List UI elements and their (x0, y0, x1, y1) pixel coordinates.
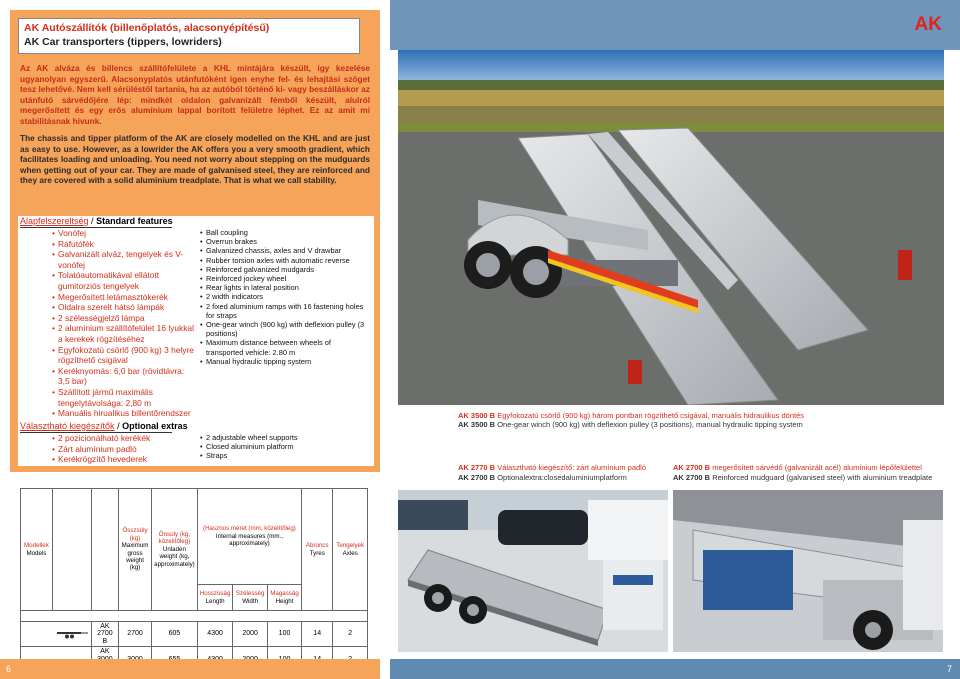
col-length: Hosszúság Length (197, 585, 233, 611)
col-model-name (91, 489, 118, 611)
specifications-table (20, 488, 368, 672)
table-spacer (21, 611, 368, 622)
mudguard-photo (673, 490, 943, 652)
page-number-left: 6 (6, 664, 12, 674)
list-item: • 2 szélességjelző lámpa (52, 313, 197, 324)
title-box (18, 18, 360, 54)
list-item: • 2 alumínium szállítófelület 16 lyukkal a kerekek rögzítéséhez (52, 323, 197, 344)
col-height: Magasság Height (267, 585, 301, 611)
list-item: • 2 pozicionálható kerékék (52, 433, 197, 444)
closed-platform-photo (398, 490, 668, 652)
cell-gross: 2700 (118, 622, 151, 647)
list-item: • 2 adjustable wheel supports (200, 433, 370, 442)
right-photo-caption-en: AK 2700 B Reinforced mudguard (galvanised steel) with aluminium treadplate (673, 473, 933, 482)
list-item: • Closed aluminium platform (200, 442, 370, 451)
list-item: • Manuális hirualikus billentőrendszer (52, 408, 197, 419)
optional-header-hu: Választható kiegészítők (20, 421, 115, 431)
cell-axles: 2 (333, 622, 368, 647)
optional-header-en: Optional extras (122, 421, 188, 431)
list-item: • Ráfutófék (52, 239, 197, 250)
list-item: • Vonófej (52, 228, 197, 239)
list-item: • 2 fixed aluminium ramps with 16 fastening holes for straps (200, 302, 370, 320)
standard-features-list-hu (52, 228, 197, 419)
list-item: • Straps (200, 451, 370, 460)
list-item: • Manual hydraulic tipping system (200, 357, 370, 366)
standard-header-hu: Alapfelszereltség (20, 216, 89, 226)
standard-header-separator: / (88, 216, 97, 226)
optional-extras-list-hu (52, 433, 197, 465)
footer-bar-left (0, 659, 380, 679)
left-photo-caption-hu: AK 2770 B Választható kiegészítő: zárt alumínium padló (458, 463, 647, 472)
ak-badge: AK (914, 14, 942, 35)
table-row (21, 622, 368, 647)
list-item: • Kerékrögzítő hevederek (52, 454, 197, 465)
cell-tyres: 14 (302, 622, 333, 647)
description-english: The chassis and tipper platform of the AK are closely modelled on the KHL and are just as easy to use. However, as a lowrider the AK offers you a very smooth gradient, which facilitates loading and unloading. You need not worry about stepping on the mudguards when getting out of your car. They are made of galvanised steel, they are reinforced and they are covered with a solid aluminium treadplate. That is what we call stability. (20, 133, 370, 186)
list-item: • 2 width indicators (200, 292, 370, 301)
optional-header-separator: / (114, 421, 123, 431)
list-item: • Megerősített letámasztókerék (52, 292, 197, 303)
col-gross-weight: Összsúly (kg) Maximum gross weight (kg) (118, 489, 151, 611)
list-item: • Galvanized chassis, axles and V drawbar (200, 246, 370, 255)
list-item: • Rubber torsion axles with automatic reverse (200, 256, 370, 265)
list-item: • Egyfokozatú csörlő (900 kg) 3 helyre rögzíthető csigával (52, 345, 197, 366)
optional-extras-list-en (200, 433, 370, 461)
list-item: • Rear lights in lateral position (200, 283, 370, 292)
cell-model: AK (91, 647, 118, 672)
cell-length: 4300 (197, 622, 233, 647)
col-tyres: Abroncs Tyres (302, 489, 333, 611)
description-hungarian: Az AK alváza és billencs szállítófelülete a KHL mintájára készült, így kezelése ugyanolyan egyszerű. Alacsonyplatós utánfutóként igen enyhe fel- és lehajtási szöget tesz lehetővé. Nem kell sérüléstől tartania, ha az autóból történő ki- vagy beszálláskor az utánfutó sárvédőjére lép: mindkét oldalon galvanizált fémből készült, alulról megerősített és egy erős alumínium lappal borított felületre léphet. Ez az amit mi stabilitásnak hívunk. (20, 63, 370, 126)
list-item: • Ball coupling (200, 228, 370, 237)
standard-features-list-en (200, 228, 370, 366)
list-item: • Reinforced galvanized mudgards (200, 265, 370, 274)
cell-unladen: 605 (152, 622, 198, 647)
list-item: • Tolatóautomatikával ellátott gumitorziós tengelyek (52, 270, 197, 291)
standard-header-en: Standard features (96, 216, 173, 226)
main-trailer-photo (398, 50, 944, 405)
list-item: • One-gear winch (900 kg) with deflexion pulley (3 positions) (200, 320, 370, 338)
right-photo-caption-hu: AK 2700 B megerősített sárvédő (galvanizált acél) alumínium lépőfelülettel (673, 463, 922, 472)
list-item: • Galvanizált alváz, tengelyek és V-vonófej (52, 249, 197, 270)
col-trailer-icon (52, 489, 91, 611)
list-item: • Keréknyomás: 6,0 bar (rövidtávra: 3,5 bar) (52, 366, 197, 387)
title-english: AK Car transporters (tippers, lowriders) (24, 36, 222, 48)
list-item: • Maximum distance between wheels of transported vehicle: 2.80 m (200, 338, 370, 356)
list-item: • Zárt alumínium padló (52, 444, 197, 455)
cell-model: AK 2700 B (91, 622, 118, 647)
col-models: Modellek Models (21, 489, 53, 611)
col-internal-measures: (Hasznos méret (mm, közelítőleg) Internal measures (mm., approximately) (197, 489, 301, 585)
col-width: Szélesség Width (233, 585, 267, 611)
cell-height: 100 (267, 622, 301, 647)
standard-features-header (20, 216, 173, 227)
list-item: • Overrun brakes (200, 237, 370, 246)
optional-extras-header (20, 421, 188, 432)
col-unladen-weight: Önsúly (kg, közelítőleg) Unladen weight (kg, approximately) (152, 489, 198, 611)
trailer-icon (52, 622, 91, 647)
list-item: • Szállított jármű maximális tengelytávolsága: 2,80 m (52, 387, 197, 408)
title-hungarian: AK Autószállítók (billenőplatós, alacsonyépítésű) (24, 22, 270, 34)
cell-width: 2000 (233, 622, 267, 647)
header-bar (390, 0, 960, 50)
main-caption-en: AK 3500 B One-gear winch (900 kg) with deflexion pulley (3 positions), manual hydraulic tipping system (458, 420, 803, 429)
main-caption-hu: AK 3500 B Egyfokozatú csörlő (900 kg) három pontban rögzíthető csigával, manuális hidraulikus döntés (458, 411, 805, 420)
list-item: • Oldalra szerelt hátsó lámpák (52, 302, 197, 313)
list-item: • Reinforced jockey wheel (200, 274, 370, 283)
page-number-right: 7 (946, 664, 952, 674)
footer-bar-right (390, 659, 960, 679)
left-photo-caption-en: AK 2700 B Optionalextra:closedaluminiumplatform (458, 473, 627, 482)
col-axles: Tengelyek Axles (333, 489, 368, 611)
